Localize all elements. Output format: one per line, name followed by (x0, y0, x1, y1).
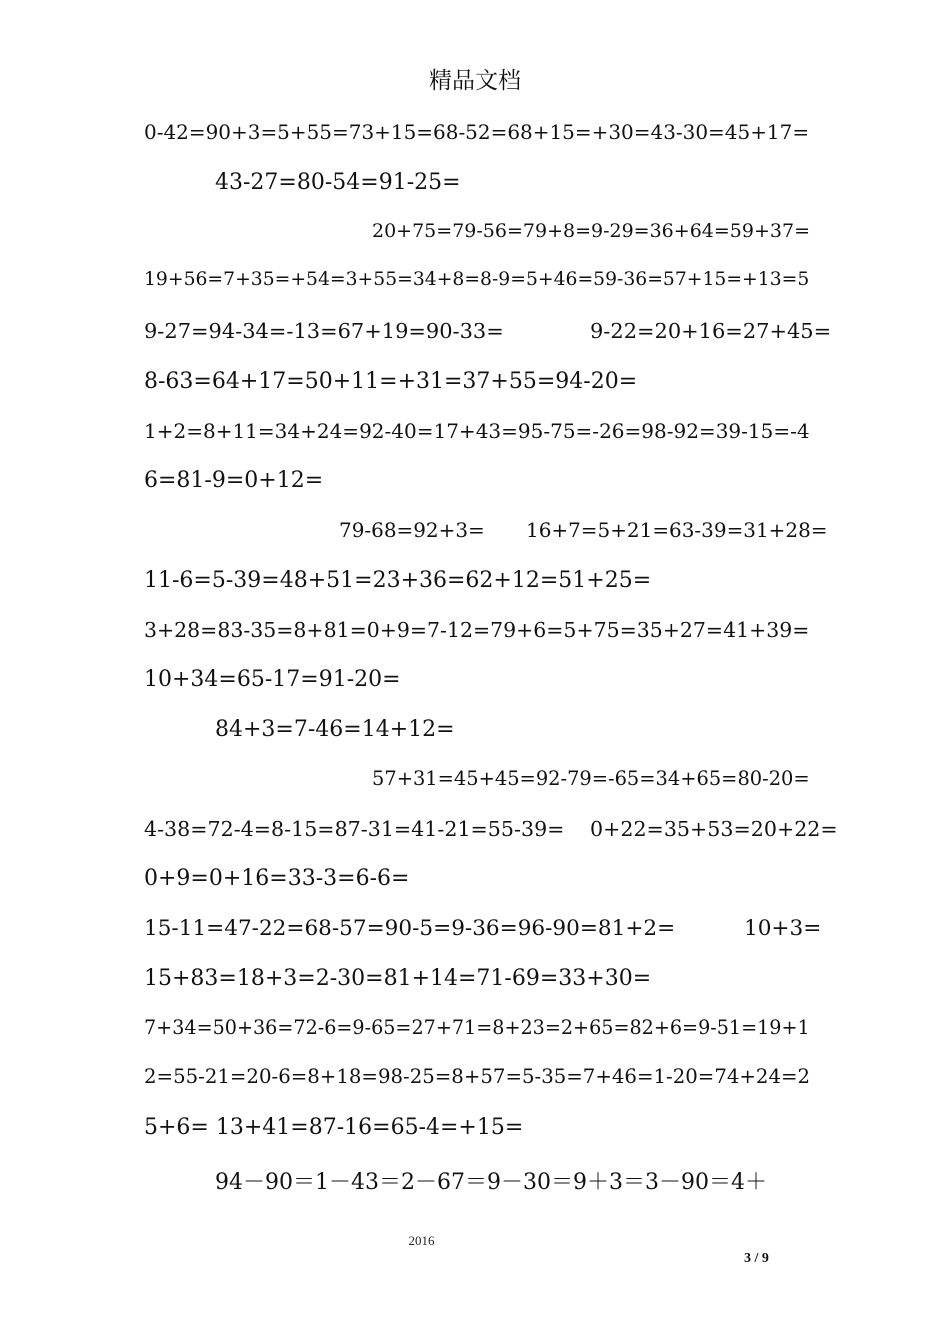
text-line (0, 269, 950, 303)
text-line (0, 319, 950, 353)
text-segment: 57+31=45+45=92-79=-65=34+65=80-20= (372, 767, 810, 790)
text-line (0, 916, 950, 950)
text-line (0, 1065, 950, 1099)
text-segment: 10+34=65-17=91-20= (144, 667, 401, 692)
text-line (0, 369, 950, 403)
text-segment: 15-11=47-22=68-57=90-5=9-36=96-90=81+2= (144, 916, 676, 941)
text-segment: 0-42=90+3=5+55=73+15=68-52=68+15=+30=43-30=45+17= (144, 120, 810, 144)
text-line (0, 618, 950, 652)
text-segment: 43-27=80-54=91-25= (215, 170, 461, 195)
text-segment: 7+34=50+36=72-6=9-65=27+71=8+23=2+65=82+6=9-51=19+1 (144, 1016, 810, 1039)
text-segment: 79-68=92+3= (339, 518, 485, 542)
text-segment: 9-27=94-34=-13=67+19=90-33= (144, 319, 504, 343)
text-line (0, 170, 950, 204)
footer-year: 2016 (408, 1233, 435, 1248)
text-segment: 5+6= 13+41=87-16=65-4=+15= (144, 1115, 524, 1140)
text-segment: 84+3=7-46=14+12= (215, 717, 455, 742)
text-segment: 16+7=5+21=63-39=31+28= (526, 518, 828, 542)
text-line (0, 468, 950, 502)
text-line (0, 120, 950, 154)
page-number: 3 / 9 (744, 1251, 769, 1266)
text-line (0, 220, 950, 254)
text-segment: 20+75=79-56=79+8=9-29=36+64=59+37= (372, 220, 810, 242)
text-line (0, 1016, 950, 1050)
text-segment: 4-38=72-4=8-15=87-31=41-21=55-39= (144, 817, 565, 841)
text-line (0, 717, 950, 751)
text-line (0, 667, 950, 701)
text-line (0, 817, 950, 851)
text-line (0, 966, 950, 1000)
text-line (0, 518, 950, 552)
text-segment: 6=81-9=0+12= (144, 468, 324, 493)
text-segment: 0+9=0+16=33-3=6-6= (144, 866, 410, 891)
text-segment: 94－90＝1－43＝2－67＝9－30＝9＋3＝3－90＝4＋ (215, 1170, 767, 1195)
text-line (0, 1165, 950, 1199)
text-line (0, 568, 950, 602)
text-segment: 9-22=20+16=27+45= (590, 319, 832, 343)
text-segment: 11-6=5-39=48+51=23+36=62+12=51+25= (144, 568, 652, 593)
text-segment: 15+83=18+3=2-30=81+14=71-69=33+30= (144, 966, 652, 991)
text-line (0, 866, 950, 900)
text-segment: 3+28=83-35=8+81=0+9=7-12=79+6=5+75=35+27=41+39= (144, 618, 810, 642)
text-segment: 1+2=8+11=34+24=92-40=17+43=95-75=-26=98-92=39-15=-4 (144, 419, 810, 443)
text-segment: 0+22=35+53=20+22= (590, 817, 838, 841)
text-segment: 2=55-21=20-6=8+18=98-25=8+57=5-35=7+46=1-20=74+24=2 (144, 1065, 811, 1088)
text-line (0, 1115, 950, 1149)
text-line (0, 419, 950, 453)
page-header-title: 精品文档 (429, 68, 521, 94)
text-segment: 10+3= (744, 916, 822, 941)
text-segment: 8-63=64+17=50+11=+31=37+55=94-20= (144, 369, 638, 394)
text-line (0, 767, 950, 801)
text-segment: 19+56=7+35=+54=3+55=34+8=8-9=5+46=59-36=57+15=+13=5 (144, 269, 810, 290)
